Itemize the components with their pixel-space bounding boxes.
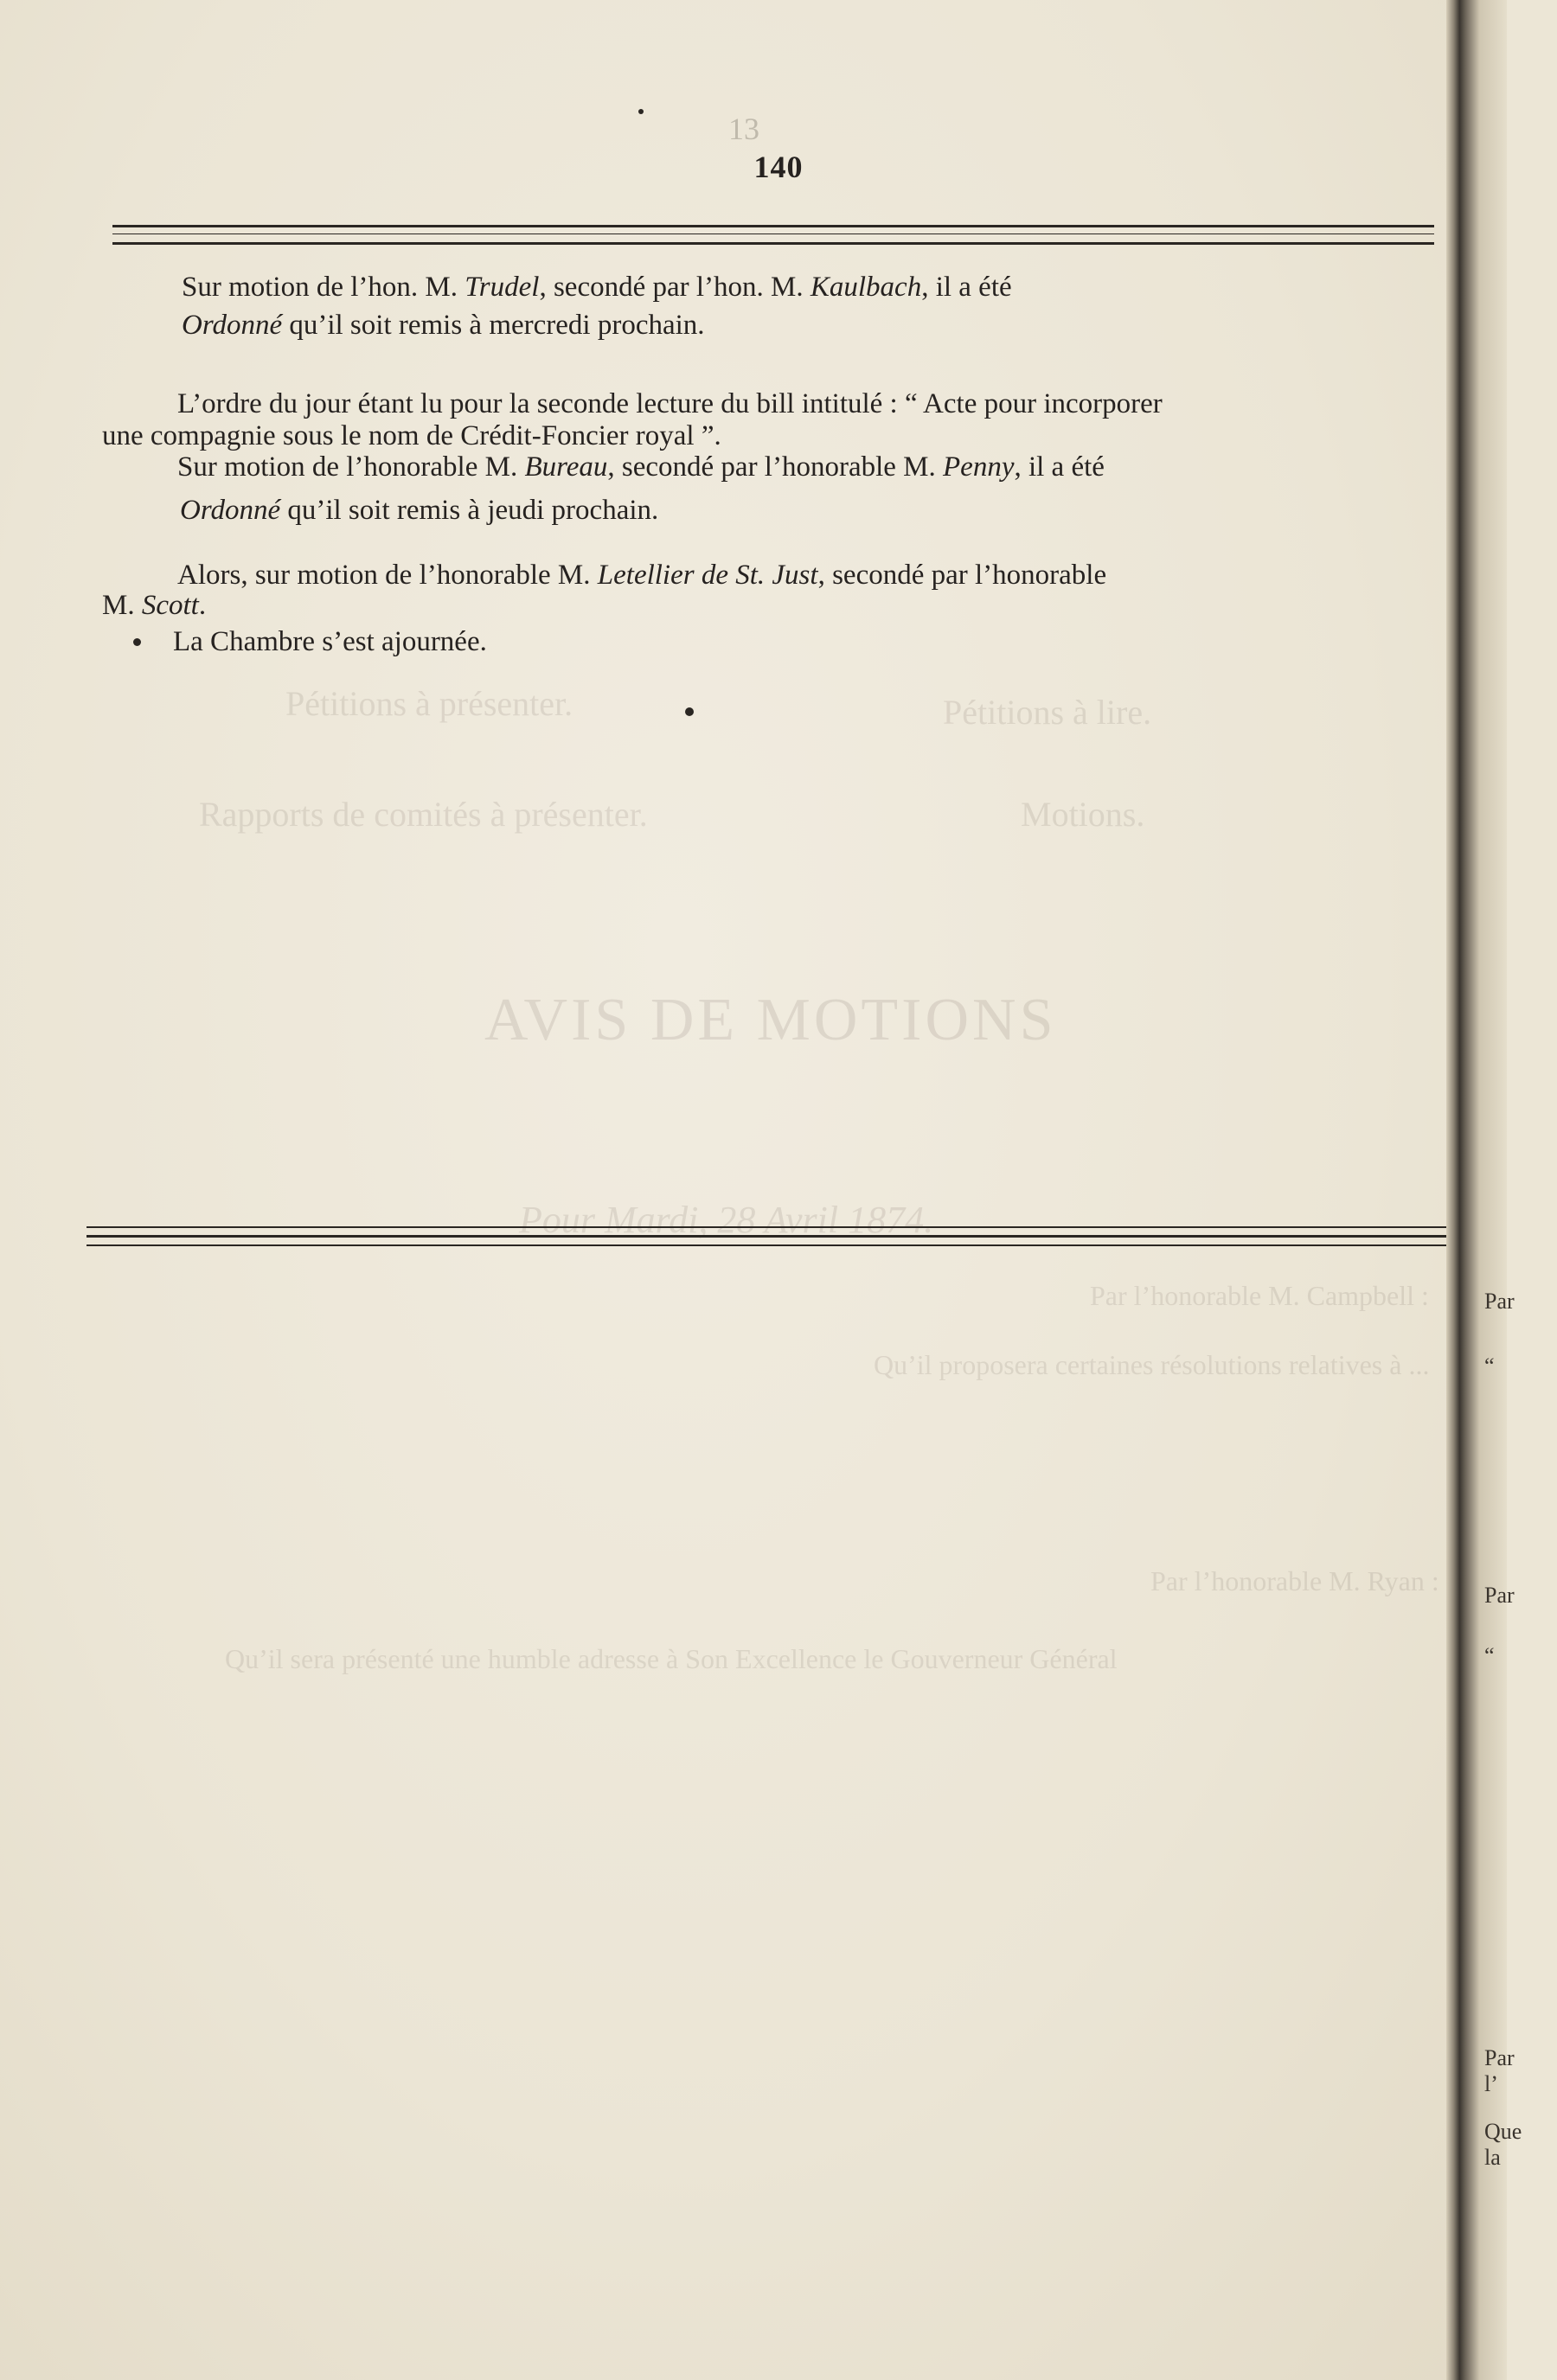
paragraph-line: La Chambre s’est ajournée. (173, 626, 487, 657)
ink-speck (638, 109, 644, 114)
section-rule-thin (86, 1244, 1458, 1246)
ghost-page-number: 13 (728, 112, 759, 146)
paragraph-line: Alors, sur motion de l’honorable M. Letellier de St. Just, secondé par l’honorable (177, 560, 1107, 591)
adjacent-page-text: “ (1484, 1643, 1495, 1668)
adjacent-page-text: Par (1484, 1289, 1515, 1314)
bleed-through-text: Par l’honorable M. Ryan : (1150, 1565, 1439, 1596)
adjacent-page-text: “ (1484, 1353, 1495, 1379)
bleed-through-text: Qu’il sera présenté une humble adresse à Son Excellence le Gouverneur Général (225, 1643, 1118, 1674)
section-rule-thin (86, 1226, 1458, 1228)
adjacent-page-text: Que la (1484, 2119, 1522, 2170)
paragraph-line: L’ordre du jour étant lu pour la seconde lecture du bill intitulé : “ Acte pour incorporer (177, 388, 1163, 419)
paragraph-line: une compagnie sous le nom de Crédit-Foncier royal ”. (102, 420, 721, 451)
adjacent-page-text: Par l’ (1484, 2045, 1515, 2096)
bleed-through-text: Par l’honorable M. Campbell : (1090, 1280, 1429, 1311)
bleed-through-text: Pétitions à lire. (943, 693, 1152, 732)
header-rule-thick (112, 242, 1434, 245)
paragraph-line: M. Scott. (102, 590, 207, 621)
bleed-through-text: Motions. (1021, 795, 1145, 834)
bleed-through-heading: AVIS DE MOTIONS (484, 987, 1057, 1053)
bleed-through-text: Pétitions à présenter. (285, 684, 573, 723)
bullet-mark (133, 638, 141, 646)
ink-speck (685, 707, 694, 716)
bleed-through-text: Rapports de comités à présenter. (199, 795, 648, 834)
bleed-through-text: Qu’il proposera certaines résolutions relatives à ... (874, 1349, 1430, 1380)
paragraph-line: Sur motion de l’hon. M. Trudel, secondé par l’hon. M. Kaulbach, il a été (182, 272, 1012, 303)
page-number: 140 (753, 150, 804, 184)
binding-gutter (1446, 0, 1507, 2380)
bleed-through-text: Pour Mardi, 28 Avril 1874. (519, 1199, 934, 1241)
paragraph-line: Ordonné qu’il soit remis à mercredi prochain. (182, 310, 705, 341)
paragraph-line: Sur motion de l’honorable M. Bureau, secondé par l’honorable M. Penny, il a été (177, 451, 1105, 483)
adjacent-page-text: Par (1484, 1583, 1515, 1608)
section-rule-thick (86, 1235, 1458, 1238)
paragraph-line: Ordonné qu’il soit remis à jeudi prochain. (180, 495, 659, 526)
header-rule-thick (112, 225, 1434, 227)
